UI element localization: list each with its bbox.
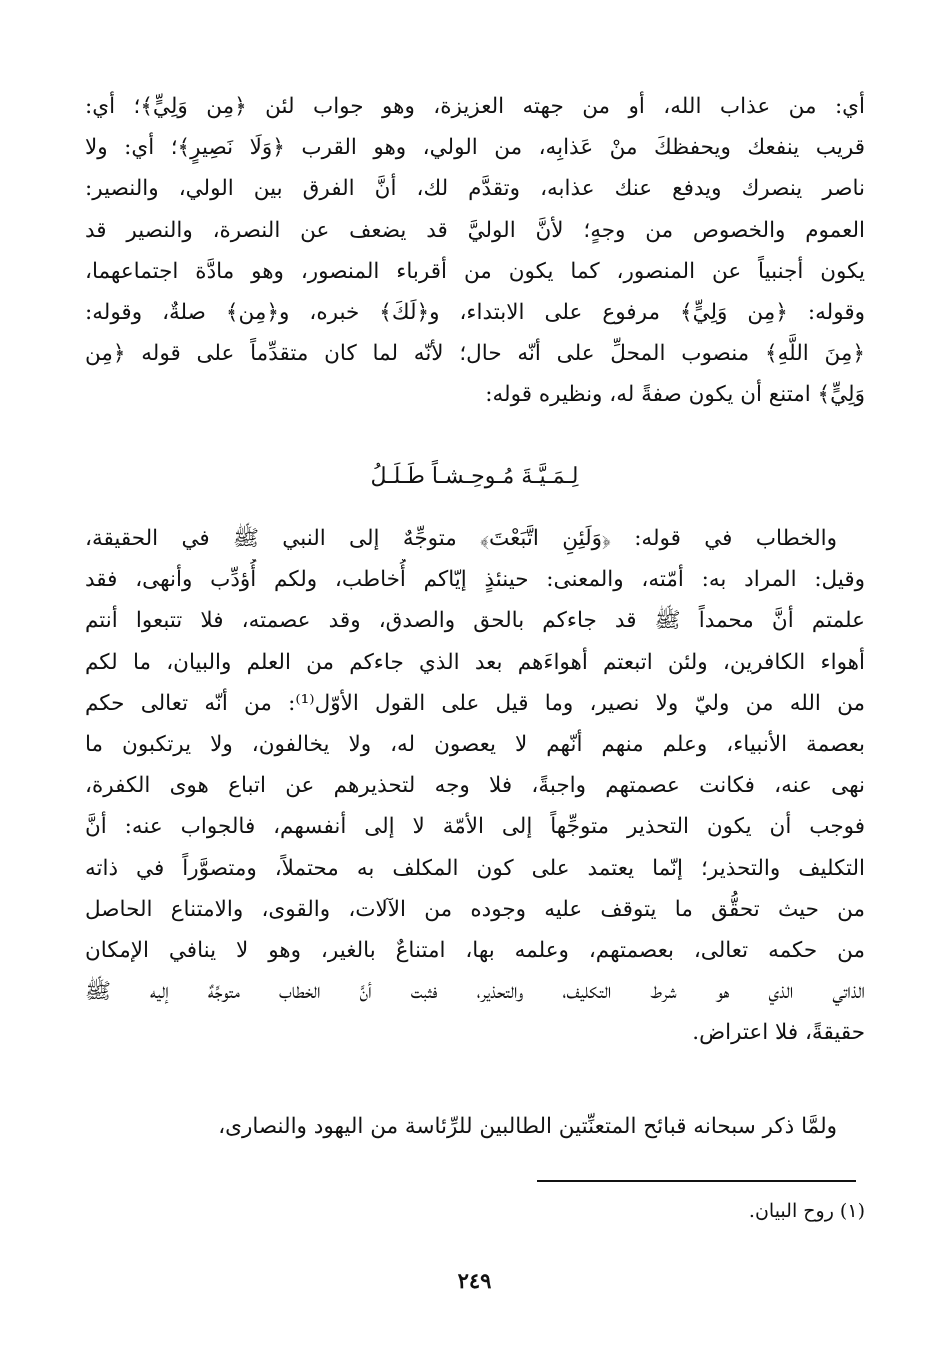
paragraph-closing [85,1106,865,1147]
text-line: من الله من وليّ ولا نصير، وما قيل على القول الأوّل⁽¹⁾: من أنّه تعالى حكم [85,690,865,716]
text-line: وقوله: ﴿مِن وَلِيٍّ﴾ مرفوع على الابتداء، و﴿لَكَ﴾ خبره، و﴿مِن﴾ صلةٌ، وقوله: [85,299,865,325]
text-line: بعصمة الأنبياء، وعلم منهم أنّهم لا يعصون له، ولا يخالفون، ولا يرتكبون ما [85,731,865,757]
text-line: فوجب أن يكون التحذير متوجِّهاً إلى الأمّة لا إلى أنفسهم، فالجواب عنه: أنَّ [85,814,865,840]
text-line: نهى عنه، فكانت عصمتهم واجبةً، فلا وجه لتحذيرهم عن اتباع هوى الكفرة، [85,773,865,799]
text-line: والخطاب في قوله: ﴿وَلَئِنِ اتَّبَعْتَ﴾ متوجِّهٌ إلى النبي ﷺ في الحقيقة، [85,526,837,551]
text-line: وَلِيٍّ﴾ امتنع أن يكون صفةً له، ونظيره قوله: [485,382,865,408]
paragraph-khitab [85,518,865,1053]
text-line: من حكمه تعالى، بعصمتهم، وعلمه بها، امتناعٌ بالغير، وهو لا ينافي الإمكان [85,937,865,963]
text-line: وقيل: المراد به: أمّته، والمعنى: حينئذٍ إيّاكم أُخاطب، ولكم أُؤدِّب وأنهى، فقد [85,567,865,593]
page-number: ٢٤٩ [457,1268,492,1293]
poetry-verse: لِـمَـيَّـةَ مُـوحِـشـاً طَـلَـلُ [370,464,579,489]
text-line: قريب ينفعك ويحفظكَ منْ عَذابِه، من الولي، وهو القرب ﴿وَلَا نَصِيرٍ﴾؛ أي: ولا [85,135,865,161]
text-line: ولمَّا ذكر سبحانه قبائح المتعنِّتين الطالبين للرِّئاسة من اليهود والنصارى، [218,1114,837,1139]
text-line: العموم والخصوص من وجهٍ؛ لأنَّ الوليَّ قد يضعف عن النصرة، والنصير قد [85,217,865,243]
paragraph-tafsir-wali-nasir [85,86,865,416]
text-line: علمتم أنَّ محمداً ﷺ قد جاءكم بالحق والصدق، وقد عصمته، فلا تتبعوا أنتم [85,608,865,634]
text-line: حقيقةً، فلا اعتراض. [692,1020,865,1046]
text-line: من حيث تحقُّق ما يتوقف عليه وجوده من الآلات، والقوى، والامتناع الحاصل [85,896,865,922]
text-line: ناصر ينصرك ويدفع عنك عذابه، وتقدَّم لك، أنَّ الفرق بين الولي، والنصير: [85,176,865,202]
footnote-separator [537,1180,856,1182]
text-line: ﴿مِنَ اللَّهِ﴾ منصوب المحلِّ على أنّه حال؛ لأنّه لما كان متقدِّماً على قوله ﴿مِن [85,341,865,367]
footnote: (١) روح البيان. [748,1200,865,1222]
text-line: يكون أجنبياً عن المنصور، كما يكون من أقرباء المنصور، وهو مادَّة اجتماعهما، [85,258,865,284]
text-line: أهواء الكافرين، ولئن اتبعتم أهواءَهم بعد الذي جاءكم من العلم والبيان، ما لكم [85,649,865,675]
text-line: التكليف والتحذير؛ إنّما يعتمد على كون المكلف به محتملاً، ومتصوَّراً في ذاته [85,855,865,881]
text-line: الذاتي الذي هو شرط التكليف، والتحذير، فثبت أنَّ الخطاب متوجِّهٌ إليه ﷺ [85,979,865,1005]
text-line: أي: من عذاب الله، أو من جهته العزيزة، وهو جواب لئن ﴿مِن وَلِيٍّ﴾؛ أي: [85,94,865,119]
